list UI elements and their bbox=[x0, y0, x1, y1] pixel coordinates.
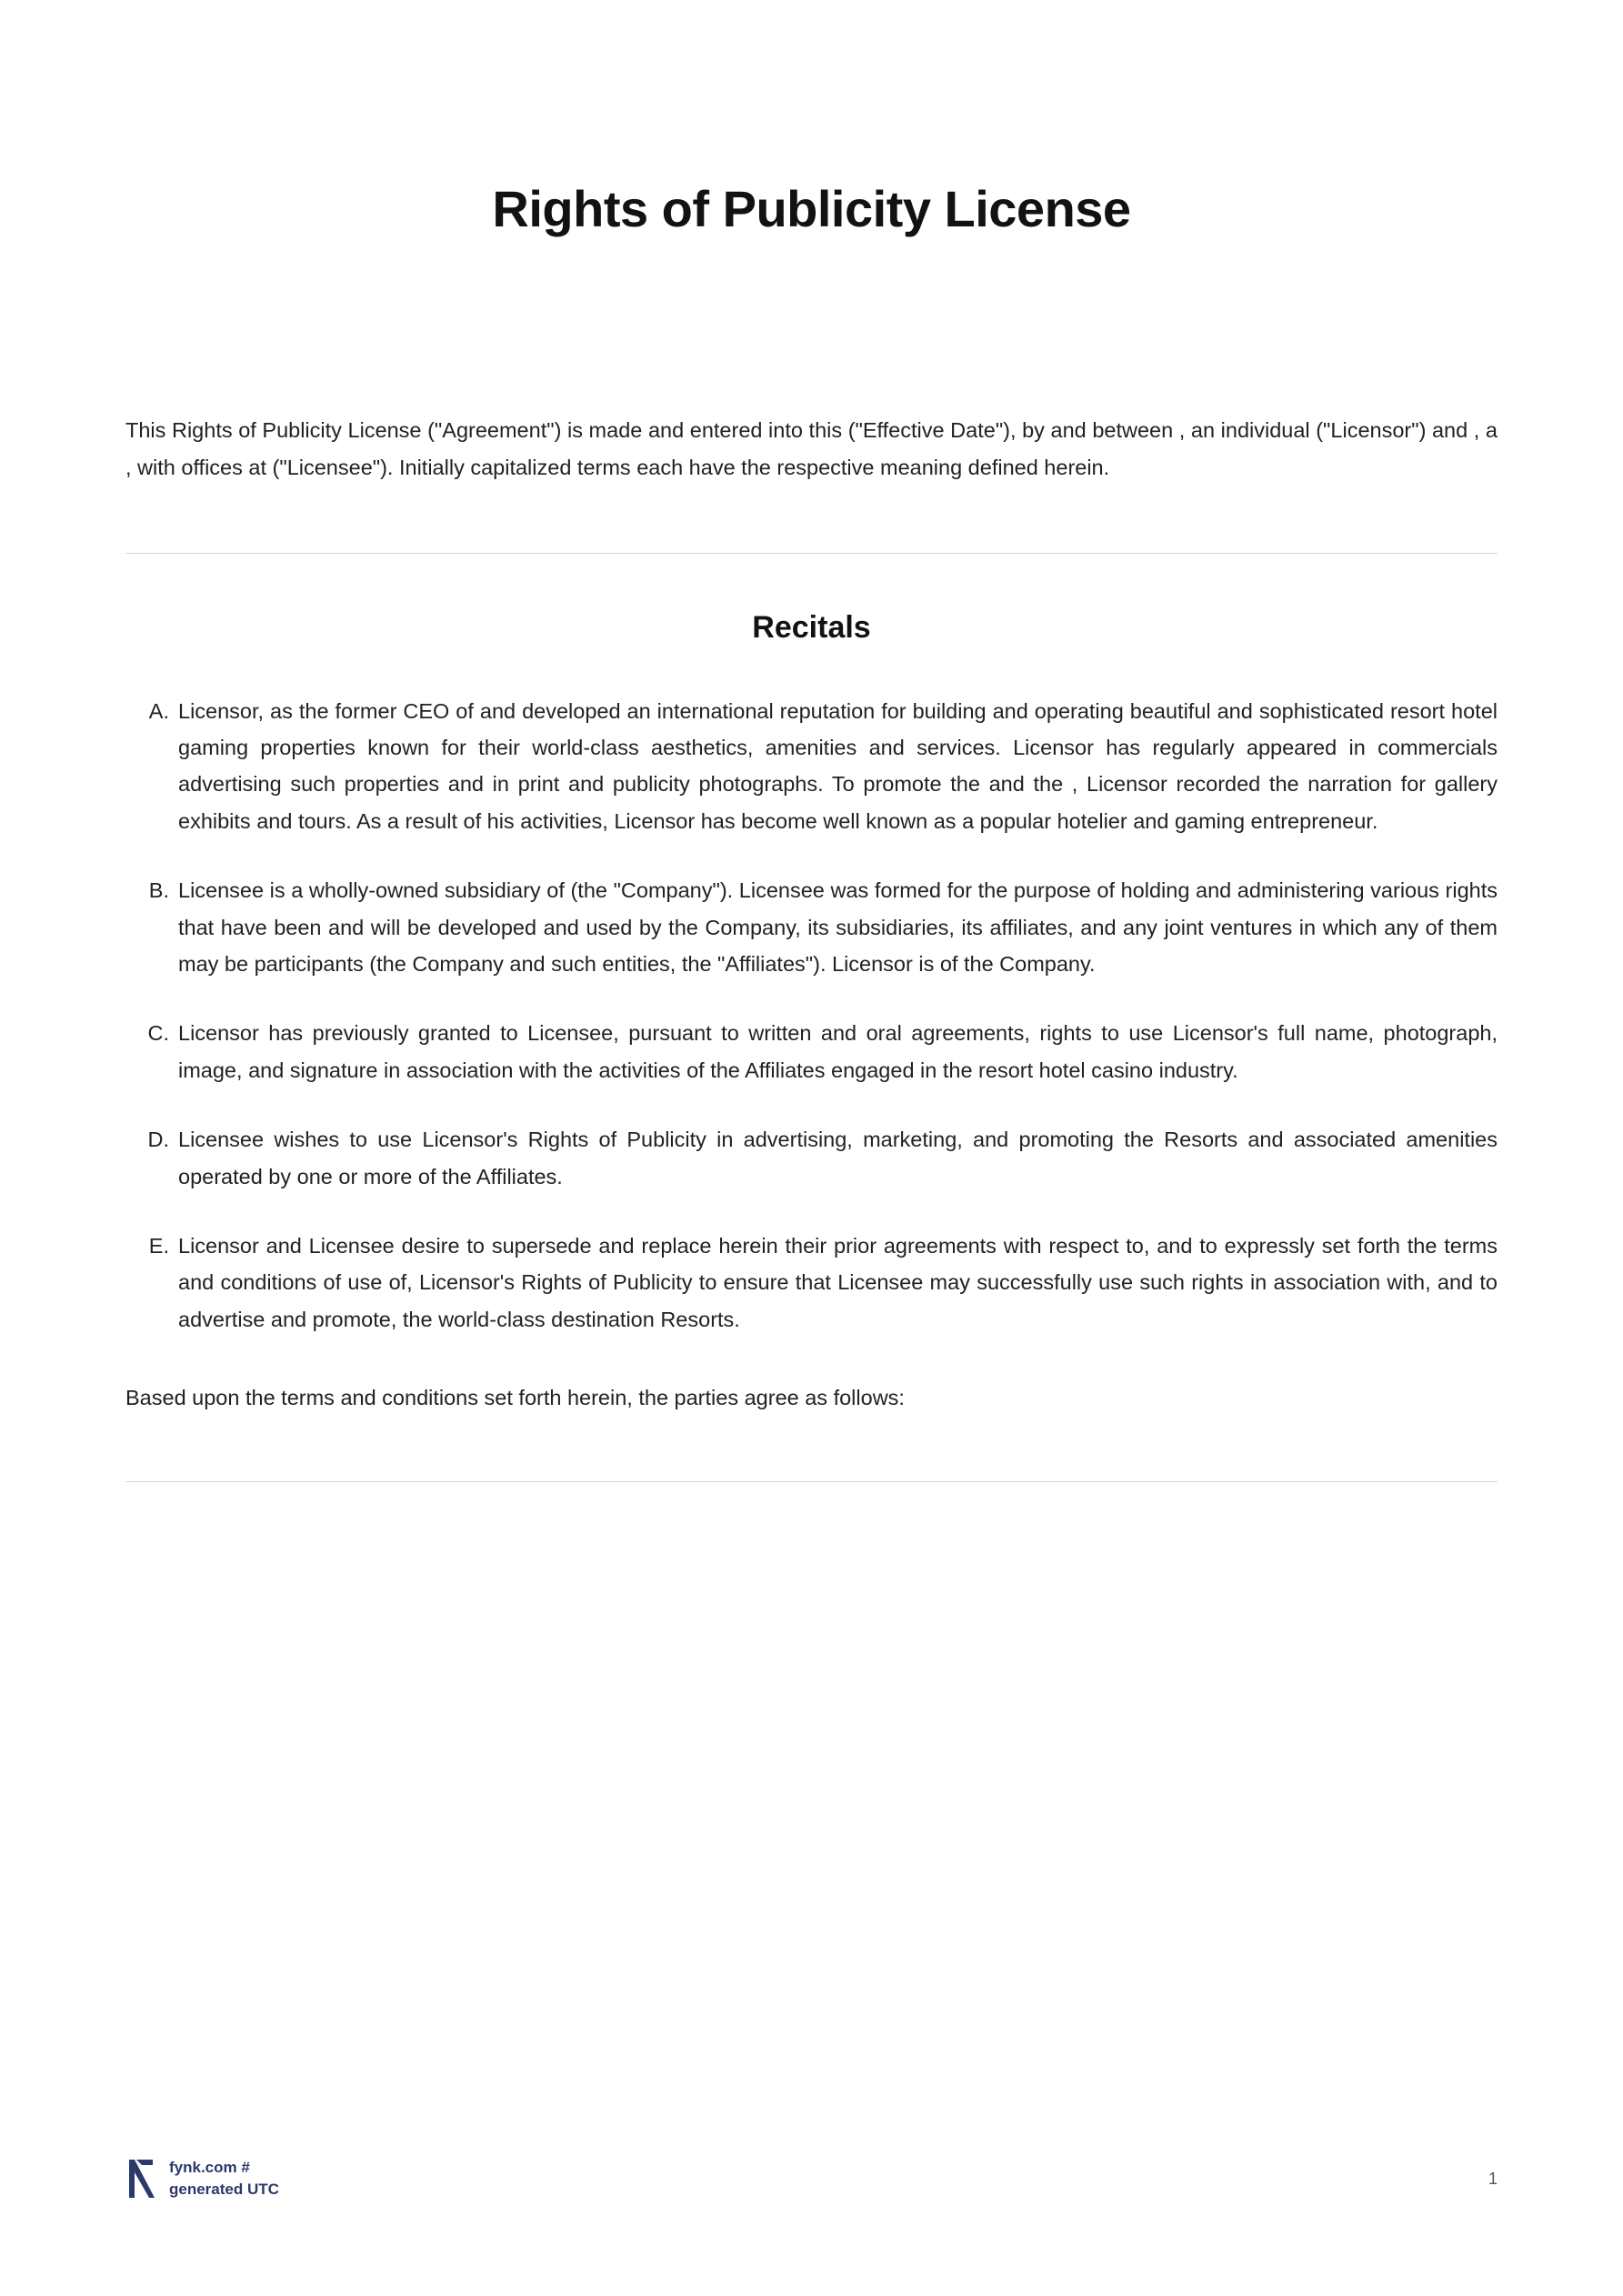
footer-brand-text bbox=[169, 2157, 279, 2201]
page-title: Rights of Publicity License bbox=[492, 180, 1131, 237]
list-item-marker: B. bbox=[148, 878, 169, 903]
list-item-text: Licensor has previously granted to Licensee, pursuant to written and oral agreements, rights to use Licensor's full name, photograph, image, and signature in association with the activities of the Affiliates engaged in the resort hotel casino industry. bbox=[178, 1021, 1498, 1082]
list-item bbox=[125, 1015, 1498, 1088]
intro-paragraph: This Rights of Publicity License ("Agreement") is made and entered into this ("Effective Date"), by and between , an individual ("Licensor") and , a , with offices at ("Licensee"). Initially capitalized terms each have the respective meaning defined herein. bbox=[125, 418, 1498, 479]
recitals-list bbox=[125, 693, 1498, 1371]
list-item-text: Licensee wishes to use Licensor's Rights of Publicity in advertising, marketing, and promoting the Resorts and associated amenities operated by one or more of the Affiliates. bbox=[178, 1128, 1498, 1188]
closing-paragraph: Based upon the terms and conditions set forth herein, the parties agree as follows: bbox=[125, 1386, 905, 1410]
list-item-marker: C. bbox=[147, 1021, 169, 1046]
footer-brand-line2: generated UTC bbox=[169, 2181, 279, 2199]
footer-brand bbox=[125, 2157, 279, 2201]
list-item-text: Licensor and Licensee desire to supersede and replace herein their prior agreements with respect to, and to expressly set forth the terms and conditions of use of, Licensor's Rights of Publicity to ensure that Licensee may successfully use such rights in association with, and to advertise and promote, the world-class destination Resorts. bbox=[178, 1233, 1498, 1331]
section-heading-recitals: Recitals bbox=[752, 609, 871, 645]
list-item-text: Licensor, as the former CEO of and developed an international reputation for building and operating beautiful and sophisticated resort hotel gaming properties known for their world-class aesthetics, amenities and services. Licensor has regularly appeared in commercials advertising such properties and in print and publicity photographs. To promote the and the , Licensor recorded the narration for gallery exhibits and tours. As a result of his activities, Licensor has become well known as a popular hotelier and gaming entrepreneur. bbox=[178, 698, 1498, 833]
list-item bbox=[125, 872, 1498, 982]
page-footer bbox=[125, 2157, 1498, 2201]
list-item-marker: D. bbox=[147, 1128, 169, 1152]
list-item bbox=[125, 1228, 1498, 1338]
fynk-logo-icon bbox=[125, 2158, 156, 2200]
footer-brand-line1: fynk.com # bbox=[169, 2158, 250, 2176]
divider-top bbox=[125, 553, 1498, 554]
list-item bbox=[125, 693, 1498, 840]
list-item-marker: E. bbox=[148, 1233, 169, 1258]
list-item-text: Licensee is a wholly-owned subsidiary of (the "Company"). Licensee was formed for the purpose of holding and administering various rights that have been and will be developed and used by the Company, its subsidiaries, its affiliates, and any joint ventures in which any of them may be participants (the Company and such entities, the "Affiliates"). Licensor is of the Company. bbox=[178, 878, 1498, 976]
divider-bottom bbox=[125, 1481, 1498, 1482]
list-item-marker: A. bbox=[148, 698, 169, 723]
page-number: 1 bbox=[1488, 2169, 1498, 2188]
list-item bbox=[125, 1121, 1498, 1195]
